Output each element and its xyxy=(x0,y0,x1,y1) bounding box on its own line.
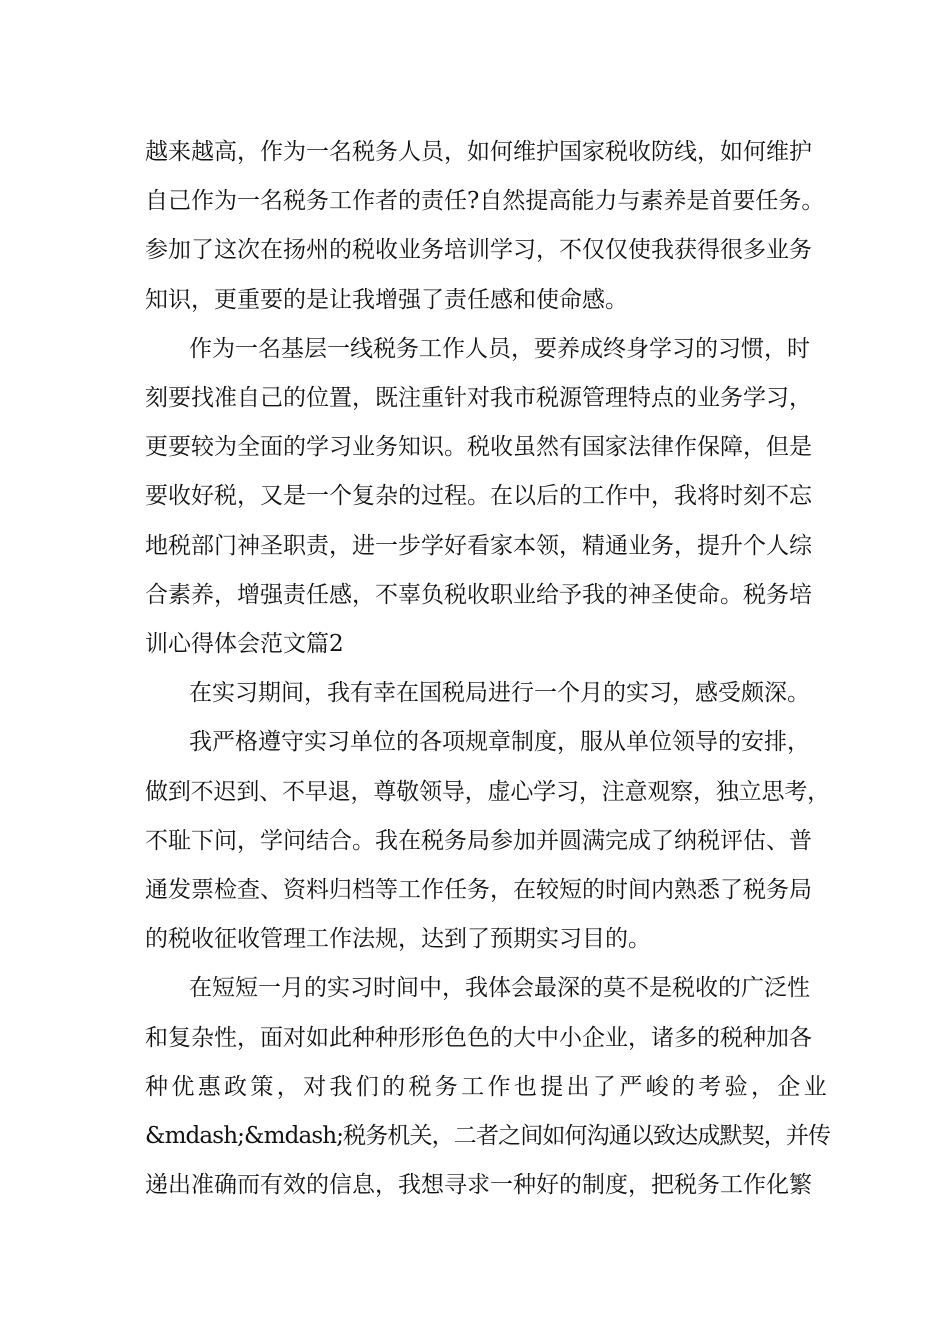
text-line: 越来越高，作为一名税务人员，如何维护国家税收防线，如何维护 xyxy=(145,139,812,165)
paragraph-first-line: 作为一名基层一线税务工作人员，要养成终身学习的习惯，时 xyxy=(189,335,810,362)
text-line: 更要较为全面的学习业务知识。税收虽然有国家法律作保障，但是 xyxy=(145,434,812,461)
text-line: 不耻下问，学问结合。我在税务局参加并圆满完成了纳税评估、普 xyxy=(145,827,812,854)
text-line: 刻要找准自己的位置，既注重针对我市税源管理特点的业务学习， xyxy=(145,385,812,412)
text-line: 合素养，增强责任感，不辜负税收职业给予我的神圣使命。税务培 xyxy=(145,581,812,608)
text-line: 参加了这次在扬州的税收业务培训学习，不仅仅使我获得很多业务 xyxy=(145,237,812,264)
paragraph-first-line: 在短短一月的实习时间中，我体会最深的莫不是税收的广泛性 xyxy=(189,975,810,1002)
text-line: 知识，更重要的是让我增强了责任感和使命感。 xyxy=(145,286,628,313)
paragraph-first-line: 在实习期间，我有幸在国税局进行一个月的实习，感受颇深。 xyxy=(189,680,810,707)
paragraph-first-line: 我严格遵守实习单位的各项规章制度，服从单位领导的安排， xyxy=(189,729,810,756)
section-heading: 训心得体会范文篇2 xyxy=(145,631,344,658)
text-line: 自己作为一名税务工作者的责任?自然提高能力与素养是首要任务。 xyxy=(145,188,825,215)
text-line: 的税收征收管理工作法规，达到了预期实习目的。 xyxy=(145,926,651,953)
text-line: 通发票检查、资料归档等工作任务，在较短的时间内熟悉了税务局 xyxy=(145,877,812,904)
text-line: &mdash;&mdash;税务机关，二者之间如何沟通以致达成默契，并传 xyxy=(145,1123,831,1150)
text-line: 做到不迟到、不早退，尊敬领导，虚心学习，注意观察，独立思考， xyxy=(145,778,831,805)
body-text xyxy=(145,128,831,1210)
text-line: 地税部门神圣职责，进一步学好看家本领，精通业务，提升个人综 xyxy=(145,532,812,559)
text-line: 种优惠政策，对我们的税务工作也提出了严峻的考验，企业 xyxy=(145,1073,830,1100)
text-line: 递出准确而有效的信息，我想寻求一种好的制度，把税务工作化繁 xyxy=(145,1172,812,1199)
text-line: 和复杂性，面对如此种种形形色色的大中小企业，诸多的税种加各 xyxy=(145,1024,812,1051)
text-line: 要收好税，又是一个复杂的过程。在以后的工作中，我将时刻不忘 xyxy=(145,483,812,510)
